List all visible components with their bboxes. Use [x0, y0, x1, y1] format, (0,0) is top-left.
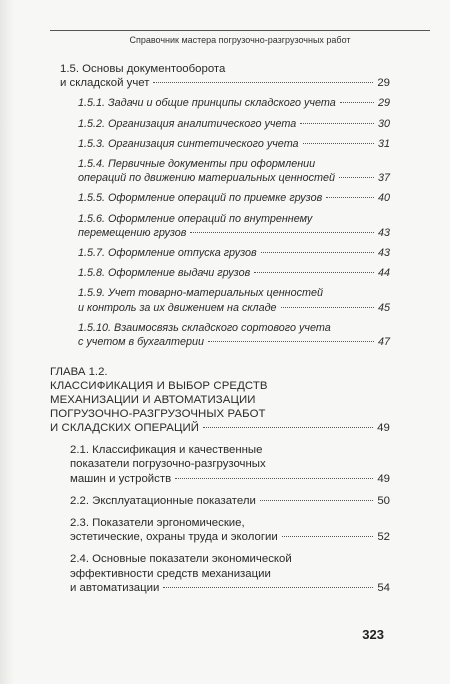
toc-entry-1-5-7[interactable]	[50, 246, 390, 260]
chapter-title[interactable]	[50, 379, 390, 435]
toc-entry-text: показатели погрузочно-разгрузочных	[70, 458, 266, 471]
toc-page-number: 43	[377, 226, 390, 239]
toc-entry-text: операций по движению материальных ценностей	[78, 172, 336, 185]
toc-page-number: 49	[377, 472, 390, 485]
toc-entry-text: перемещению грузов	[78, 226, 187, 239]
toc-entry-text: 1.5.7. Оформление отпуска грузов	[78, 247, 257, 260]
toc-entry-text: и автоматизации	[70, 581, 160, 594]
toc-entry-text: с учетом в бухгалтерии	[78, 336, 205, 349]
toc-page-number: 31	[377, 137, 390, 150]
toc-entry-text: 1.5.4. Первичные документы при оформлении	[78, 158, 316, 171]
dot-leader	[163, 587, 373, 588]
toc-entry-1-5-2[interactable]	[50, 117, 390, 131]
toc-page-number: 54	[377, 581, 390, 594]
dot-leader	[190, 232, 374, 233]
toc-entry-2-4[interactable]	[50, 552, 390, 595]
dot-leader	[303, 143, 374, 144]
dot-leader	[261, 252, 374, 253]
chapter-title-line: КЛАССИФИКАЦИЯ И ВЫБОР СРЕДСТВ	[50, 380, 268, 393]
toc-entry-text: 1.5. Основы документооборота	[60, 63, 226, 75]
dot-leader	[175, 478, 373, 479]
toc-entry-1-5-5[interactable]	[50, 191, 390, 205]
toc-page-number: 44	[377, 267, 390, 280]
toc-entry-text: 2.1. Классификация и качественные	[70, 444, 263, 457]
toc-entry-2-2[interactable]	[50, 494, 390, 508]
toc-entry-text: 1.5.1. Задачи и общие принципы складского учета	[78, 97, 336, 110]
toc-entry-text: и контроль за их движением на складе	[78, 301, 277, 314]
toc-page-number: 29	[377, 77, 390, 90]
toc-entry-1-5-9[interactable]	[50, 286, 390, 314]
running-head: Справочник мастера погрузочно-разгрузочных работ	[50, 30, 430, 45]
chapter-title-line: МЕХАНИЗАЦИИ И АВТОМАТИЗАЦИИ	[50, 394, 256, 407]
dot-leader	[339, 177, 374, 178]
toc-entry-2-3[interactable]	[50, 516, 390, 544]
dot-leader	[203, 427, 373, 428]
toc-entry-1-5[interactable]	[50, 62, 390, 90]
dot-leader	[281, 307, 374, 308]
toc-page-number: 37	[377, 172, 390, 185]
chapter-title-line: ПОГРУЗОЧНО-РАЗГРУЗОЧНЫХ РАБОТ	[50, 408, 266, 421]
toc-page-number: 47	[377, 336, 390, 349]
toc-entry-text: 1.5.6. Оформление операций по внутреннему	[78, 212, 313, 225]
toc-page-number: 49	[377, 422, 390, 435]
toc-entry-1-5-10[interactable]	[50, 321, 390, 349]
toc-entry-1-5-6[interactable]	[50, 212, 390, 240]
toc-page-number: 40	[377, 192, 390, 205]
toc-entry-text: 2.3. Показатели эргономические,	[70, 517, 245, 530]
toc-page-number: 29	[377, 97, 390, 110]
dot-leader	[153, 82, 373, 83]
toc-page-number: 30	[377, 117, 390, 130]
chapter-title-line: И СКЛАДСКИХ ОПЕРАЦИЙ	[50, 422, 200, 435]
toc-entry-1-5-8[interactable]	[50, 266, 390, 280]
toc-entry-text: 2.2. Эксплуатационные показатели	[70, 494, 256, 507]
toc-entry-text: эффективности средств механизации	[70, 567, 271, 580]
toc-entry-2-1[interactable]	[50, 443, 390, 486]
dot-leader	[326, 197, 374, 198]
toc-entry-text: эстетические, охраны труда и экологии	[70, 531, 278, 544]
toc-entry-1-5-1[interactable]	[50, 96, 390, 110]
toc-page-number: 45	[377, 301, 390, 314]
toc-page-number: 43	[377, 247, 390, 260]
dot-leader	[260, 500, 373, 501]
dot-leader	[340, 102, 374, 103]
toc-entry-text: 1.5.8. Оформление выдачи грузов	[78, 267, 251, 280]
toc-entry-text: и складской учет	[60, 77, 150, 90]
toc-entry-text: 2.4. Основные показатели экономической	[70, 553, 292, 566]
dot-leader	[300, 123, 374, 124]
dot-leader	[208, 341, 374, 342]
dot-leader	[282, 536, 374, 537]
toc-entry-1-5-3[interactable]	[50, 137, 390, 151]
toc-page-number: 52	[377, 531, 390, 544]
toc-entry-text: 1.5.3. Организация синтетического учета	[78, 137, 299, 150]
toc-entry-text: 1.5.2. Организация аналитического учета	[78, 117, 297, 130]
table-of-contents	[50, 62, 390, 595]
page-gutter-shadow	[0, 0, 14, 684]
page-number: 323	[362, 627, 384, 642]
toc-entry-text: 1.5.5. Оформление операций по приемке грузов	[78, 192, 323, 205]
dot-leader	[254, 272, 374, 273]
toc-page-number: 50	[377, 494, 390, 507]
toc-entry-text: 1.5.9. Учет товарно-материальных ценностей	[78, 287, 324, 300]
toc-entry-text: 1.5.10. Взаимосвязь складского сортового учета	[78, 321, 331, 334]
chapter-label: ГЛАВА 1.2.	[50, 366, 108, 379]
toc-entry-1-5-4[interactable]	[50, 157, 390, 185]
toc-entry-text: машин и устройств	[70, 472, 172, 485]
